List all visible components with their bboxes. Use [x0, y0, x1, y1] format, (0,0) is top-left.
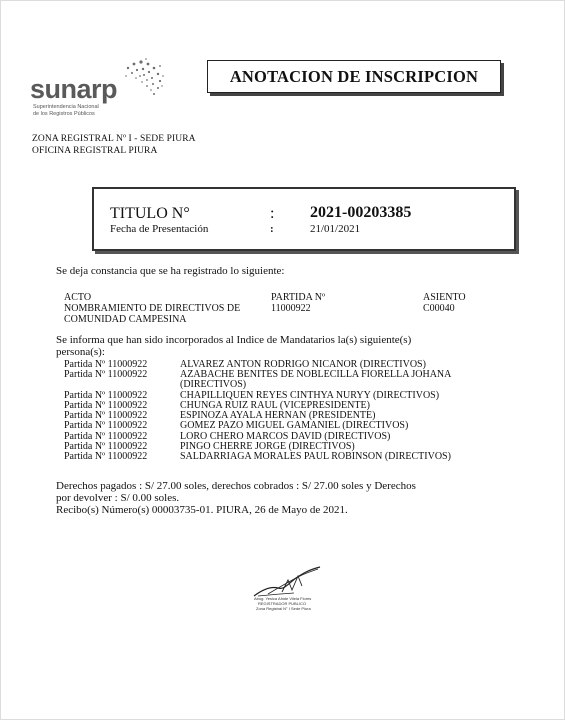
- mandatarios-intro-2: persona(s):: [56, 346, 105, 358]
- mandatario-row: Partida Nº 11000922 AZABACHE BENITES DE NOBLECILLA FIORELLA JOHANA: [64, 369, 452, 380]
- registro-intro: Se deja constancia que se ha registrado lo siguiente:: [56, 265, 285, 277]
- mandatario-row: Partida Nº 11000922 CHAPILLIQUEN REYES CINTHYA NURYY (DIRECTIVOS): [64, 390, 440, 401]
- derechos-line2: por devolver : S/ 0.00 soles.: [56, 492, 180, 504]
- partida-header: PARTIDA Nº: [271, 292, 326, 303]
- mandatario-row: Partida Nº 11000922 ESPINOZA AYALA HERNAN (PRESIDENTE): [64, 410, 376, 421]
- mandatario-row: Partida Nº 11000922 GOMEZ PAZO MIGUEL GAMANIEL (DIRECTIVOS): [64, 420, 409, 431]
- document-title-box: [207, 60, 501, 93]
- burst-icon: [116, 56, 166, 106]
- mandatarios-intro-1: Se informa que han sido incorporados al Indice de Mandatarios la(s) siguiente(s): [56, 334, 412, 346]
- logo-subtitle-1: Superintendencia Nacional: [33, 104, 99, 110]
- titulo-colon: :: [270, 205, 275, 222]
- mandatario-row: (DIRECTIVOS): [180, 379, 247, 390]
- mandatario-row: Partida Nº 11000922 PINGO CHERRE JORGE (DIRECTIVOS): [64, 441, 355, 452]
- mandatario-row: Partida Nº 11000922 CHUNGA RUIZ RAUL (VICEPRESIDENTE): [64, 400, 370, 411]
- logo-wordmark: sunarp: [30, 74, 118, 104]
- signature-name: Abog. Yesica Ahide Vilela Flores: [254, 596, 312, 601]
- fecha-label: Fecha de Presentación: [110, 223, 209, 235]
- acto-line2: COMUNIDAD CAMPESINA: [64, 314, 187, 325]
- mandatario-row: Partida Nº 11000922 SALDARRIAGA MORALES PAUL ROBINSON (DIRECTIVOS): [64, 451, 451, 462]
- logo-subtitle-2: de los Registros Públicos: [33, 111, 95, 117]
- partida-value: 11000922: [271, 303, 311, 314]
- oficina-registral: OFICINA REGISTRAL PIURA: [32, 146, 158, 156]
- sunarp-logo: [30, 56, 160, 126]
- signature-zone: Zona Registral N° I Sede Piura: [256, 606, 311, 611]
- acto-line1: NOMBRAMIENTO DE DIRECTIVOS DE: [64, 303, 241, 314]
- recibo-line: Recibo(s) Número(s) 00003735-01. PIURA, 26 de Mayo de 2021.: [56, 504, 348, 516]
- titulo-number: 2021-00203385: [310, 204, 412, 221]
- mandatario-row: Partida Nº 11000922 ALVAREZ ANTON RODRIGO NICANOR (DIRECTIVOS): [64, 359, 426, 370]
- signature-role: REGISTRADOR PUBLICO: [258, 601, 307, 606]
- asiento-value: C00040: [423, 303, 455, 314]
- titulo-box: [92, 187, 516, 251]
- asiento-header: ASIENTO: [423, 292, 466, 303]
- mandatario-row: Partida Nº 11000922 LORO CHERO MARCOS DAVID (DIRECTIVOS): [64, 431, 391, 442]
- fecha-value: 21/01/2021: [310, 223, 361, 235]
- signature-scribble-icon: [248, 566, 328, 598]
- signature-block: [248, 566, 328, 616]
- zona-registral: ZONA REGISTRAL Nº I - SEDE PIURA: [32, 134, 196, 144]
- derechos-line1: Derechos pagados : S/ 27.00 soles, derechos cobrados : S/ 27.00 soles y Derechos: [56, 480, 416, 492]
- document-title: ANOTACION DE INSCRIPCION: [229, 66, 479, 86]
- acto-header: ACTO: [64, 292, 92, 303]
- fecha-colon: :: [270, 223, 274, 235]
- titulo-label: TITULO N°: [110, 205, 190, 222]
